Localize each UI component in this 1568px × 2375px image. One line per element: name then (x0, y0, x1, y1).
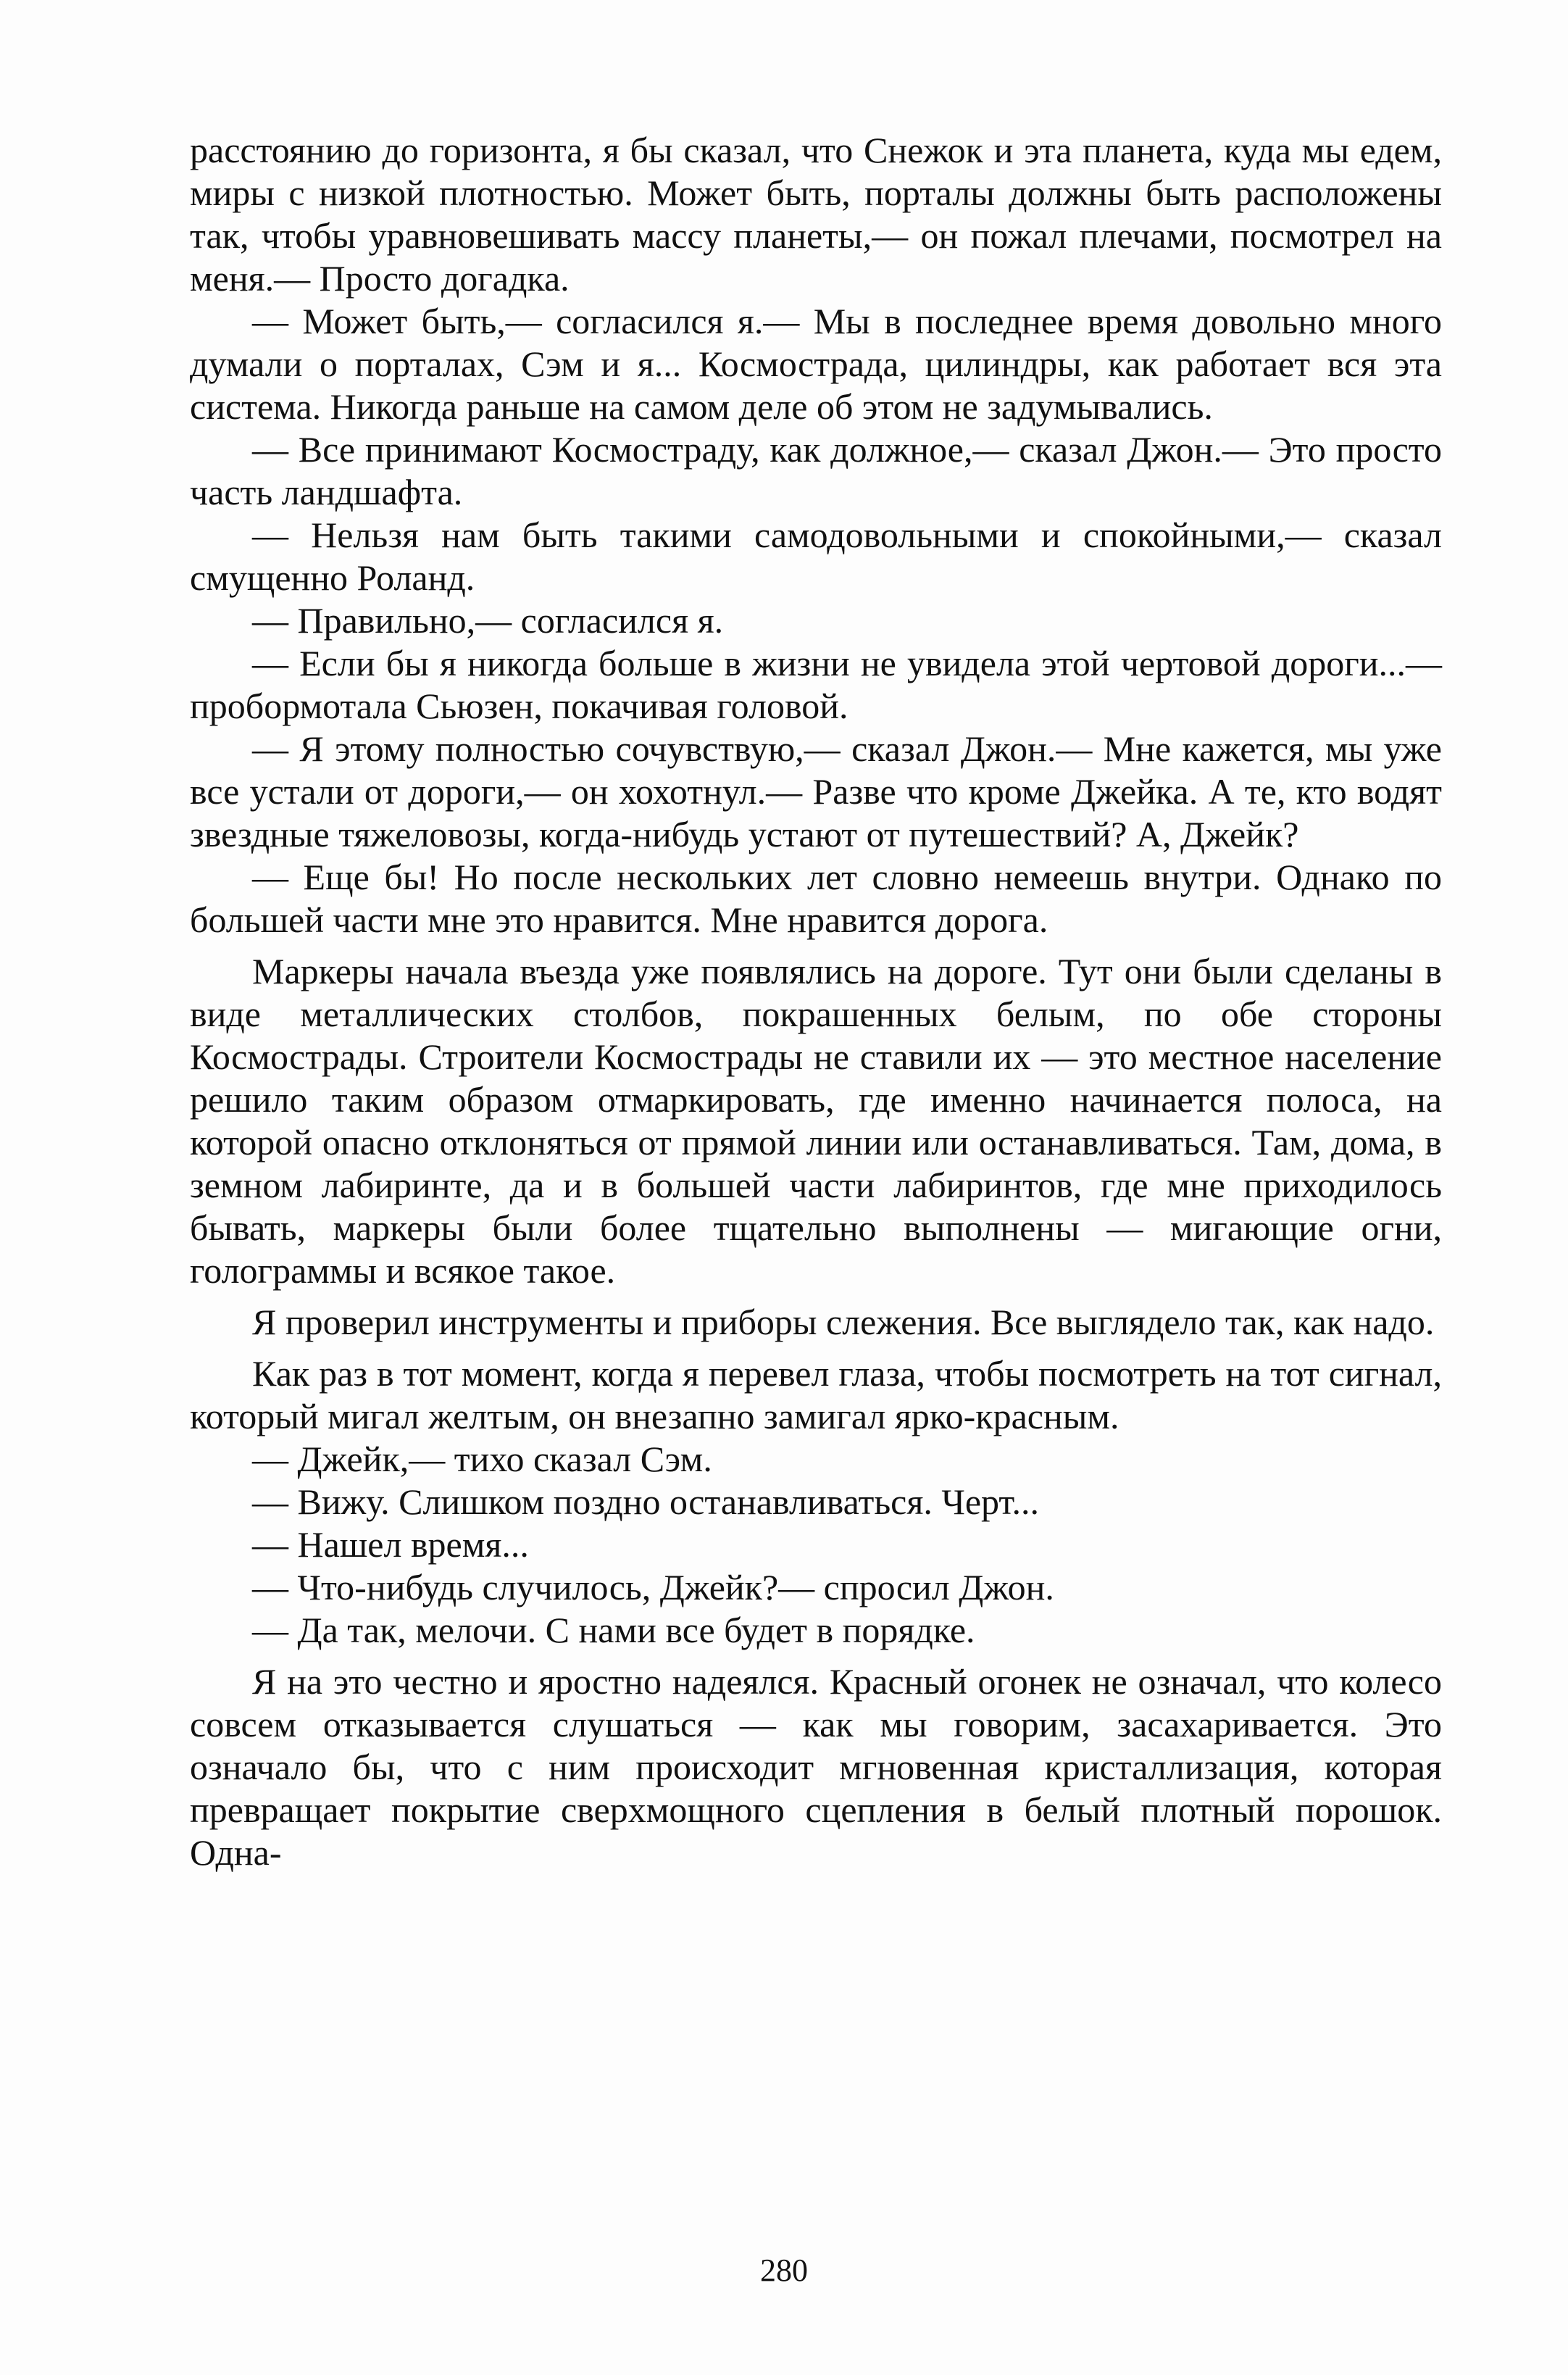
paragraph: — Нашел время... (252, 1524, 529, 1565)
paragraph: — Вижу. Слишком поздно останавливаться. Черт... (252, 1481, 1039, 1522)
paragraph: Маркеры начала въезда уже появлялись на дороге. Тут они были сделаны в виде металлических столбов, покрашенных белым, по обе стороны Космострады. Строители Космострады не ставили их — это местное население решило таким образом отмаркировать, где именно начинается полоса, на которой опасно отклоняться от прямой линии или останавливаться. Там, дома, в земном лабиринте, да и в большей части лабиринтов, где мне приходилось бывать, маркеры были более тщательно выполнены — мигающие огни, голограммы и всякое такое. (190, 951, 1442, 1291)
paragraph: — Правильно,— согласился я. (252, 600, 724, 641)
paragraph: Я проверил инструменты и приборы слежения. Все выглядело так, как надо. (252, 1302, 1435, 1342)
paragraph: — Еще бы! Но после нескольких лет словно немеешь внутри. Однако по большей части мне это нравится. Мне нравится дорога. (190, 857, 1442, 940)
paragraph: — Что-нибудь случилось, Джейк?— спросил Джон. (252, 1567, 1054, 1607)
page-number: 280 (760, 2253, 808, 2288)
paragraph: — Джейк,— тихо сказал Сэм. (252, 1439, 712, 1479)
paragraph: расстоянию до горизонта, я бы сказал, что Снежок и эта планета, куда мы едем, миры с низкой плотностью. Может быть, порталы должны быть расположены так, чтобы уравновешивать массу планеты,— он пожал плечами, посмотрел на меня.— Просто догадка. (190, 130, 1442, 299)
paragraph: Как раз в тот момент, когда я перевел глаза, чтобы посмотреть на тот сигнал, который мигал желтым, он внезапно замигал ярко-красным. (190, 1353, 1442, 1436)
paragraph: Я на это честно и яростно надеялся. Красный огонек не означал, что колесо совсем отказывается слушаться — как мы говорим, засахаривается. Это означало бы, что с ним происходит мгновенная кристаллизация, которая превращает покрытие сверхмощного сцепления в белый плотный порошок. Одна- (190, 1661, 1442, 1873)
paragraph: — Да так, мелочи. С нами все будет в порядке. (252, 1610, 975, 1650)
paragraph: — Я этому полностью сочувствую,— сказал Джон.— Мне кажется, мы уже все устали от дороги,— он хохотнул.— Разве что кроме Джейка. А те, кто водят звездные тяжеловозы, когда-нибудь устают от путешествий? А, Джейк? (190, 728, 1442, 854)
paragraph: — Все принимают Космостраду, как должное,— сказал Джон.— Это просто часть ландшафта. (190, 429, 1442, 512)
paragraph: — Может быть,— согласился я.— Мы в последнее время довольно много думали о порталах, Сэм и я... Космострада, цилиндры, как работает вся эта система. Никогда раньше на самом деле об этом не задумывались. (190, 301, 1442, 427)
paragraph: — Нельзя нам быть такими самодовольными и спокойными,— сказал смущенно Роланд. (190, 515, 1442, 598)
paragraph: — Если бы я никогда больше в жизни не увидела этой чертовой дороги...— пробормотала Сьюзен, покачивая головой. (190, 643, 1442, 726)
body-text (190, 129, 1442, 1874)
